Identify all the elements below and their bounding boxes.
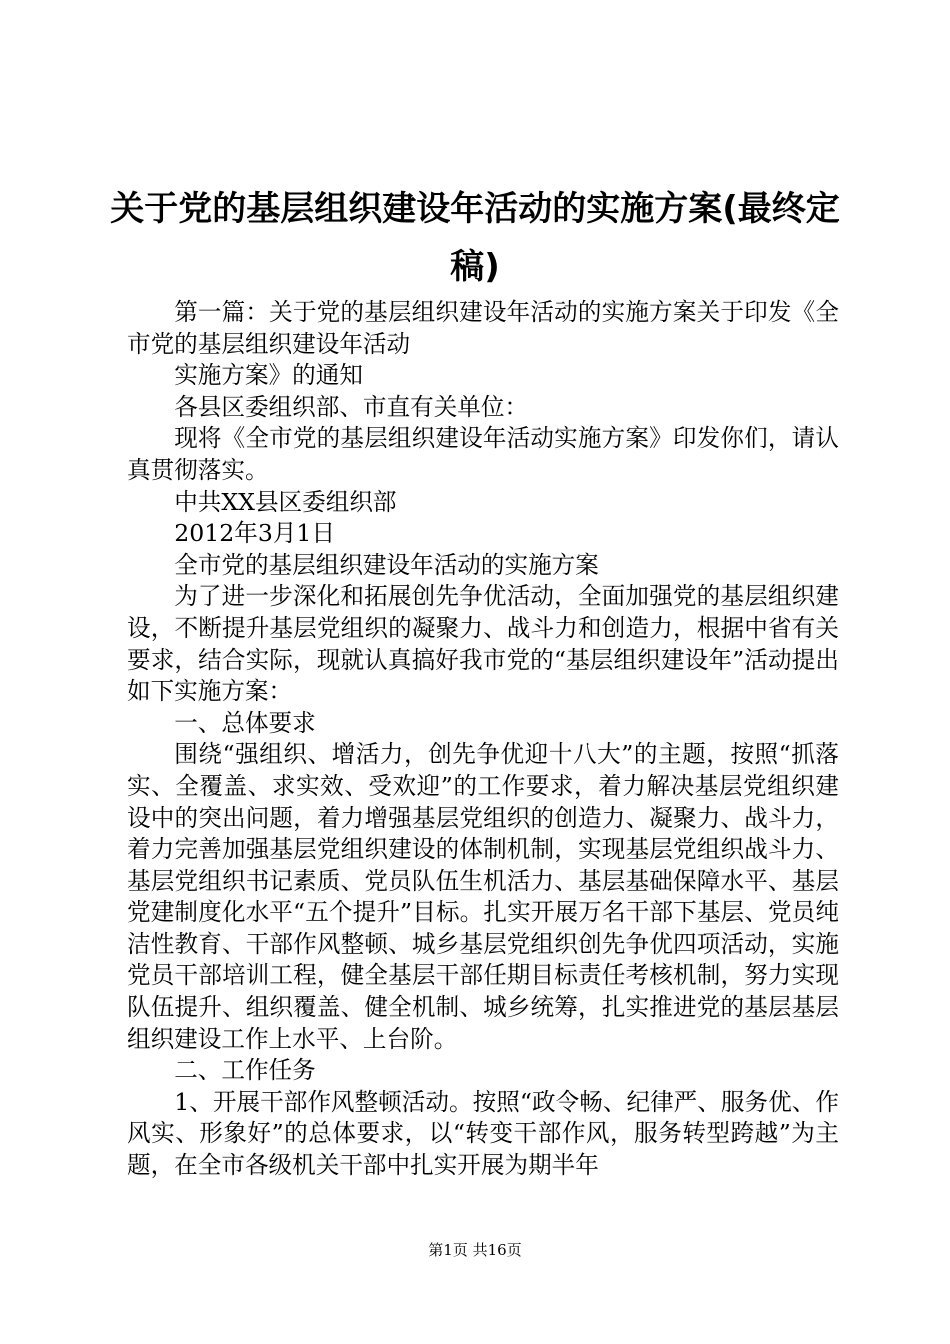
paragraph: 为了进一步深化和拓展创先争优活动，全面加强党的基层组织建设，不断提升基层党组织的凝聚力、战斗力和创造力，根据中省有关要求，结合实际，现就认真搞好我市党的“基层组织建设年”活动提出如下实施方案： [127,582,839,706]
paragraph: 1、开展干部作风整顿活动。按照“政令畅、纪律严、服务优、作风实、形象好”的总体要求，以“转变干部作风，服务转型跨越”为主题，在全市各级机关干部中扎实开展为期半年 [127,1087,839,1180]
paragraph: 围绕“强组织、增活力，创先争优迎十八大”的主题，按照“抓落实、全覆盖、求实效、受欢迎”的工作要求，着力解决基层党组织建设中的突出问题，着力增强基层党组织的创造力、凝聚力、战斗力，着力完善加强基层党组织建设的体制机制，实现基层党组织战斗力、基层党组织书记素质、党员队伍生机活力、基层基础保障水平、基层党建制度化水平“五个提升”目标。扎实开展万名干部下基层、党员纯洁性教育、干部作风整顿、城乡基层党组织创先争优四项活动，实施党员干部培训工程，健全基层干部任期目标责任考核机制，努力实现队伍提升、组织覆盖、健全机制、城乡统筹，扎实推进党的基层基层组织建设工作上水平、上台阶。 [127,740,839,1053]
document-title: 关于党的基层组织建设年活动的实施方案(最终定稿) [110,189,840,287]
paragraph: 全市党的基层组织建设年活动的实施方案 [174,550,599,579]
paragraph: 现将《全市党的基层组织建设年活动实施方案》印发你们，请认真贯彻落实。 [127,424,839,484]
document-body [127,297,839,1182]
section-heading: 一、总体要求 [174,708,316,737]
paragraph: 第一篇：关于党的基层组织建设年活动的实施方案关于印发《全市党的基层组织建设年活动 [127,298,839,358]
paragraph: 2012年3月1日 [174,519,336,548]
paragraph: 中共XX县区委组织部 [174,487,397,516]
paragraph: 实施方案》的通知 [174,361,363,390]
paragraph: 各县区委组织部、市直有关单位： [174,392,529,421]
page-footer: 第1页 共16页 [428,1241,522,1259]
section-heading: 二、工作任务 [174,1056,316,1085]
